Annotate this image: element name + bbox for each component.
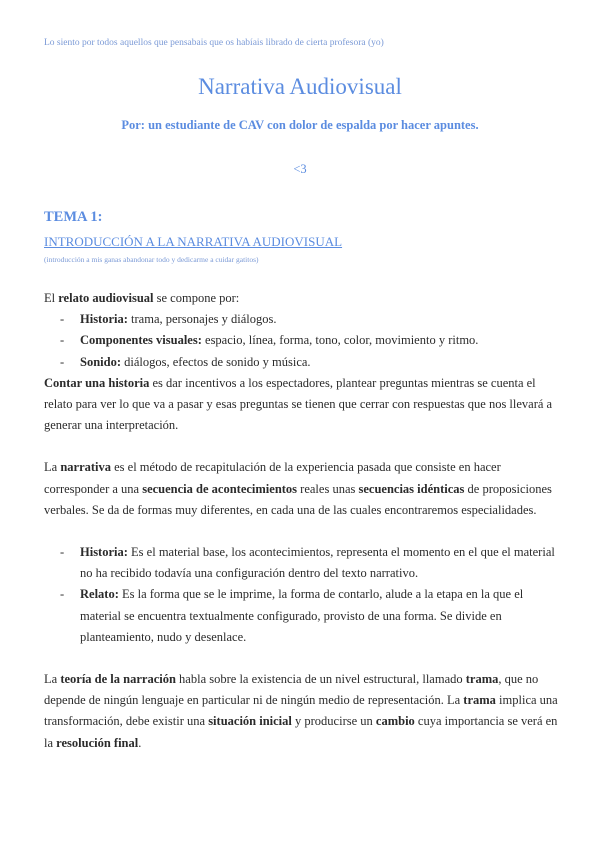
list-item <box>44 330 558 351</box>
top-note: Lo siento por todos aquellos que pensabais que os habíais librado de cierta profesora (yo) <box>44 38 384 48</box>
list-item-term: Historia: <box>80 312 128 327</box>
text-run: La <box>44 460 61 475</box>
heart-text: <3 <box>293 162 307 176</box>
text-run: cuya importancia se verá en la <box>44 714 558 750</box>
narrativa-paragraph <box>44 457 558 521</box>
bold-run: trama <box>463 693 496 708</box>
text-run: El <box>44 291 59 305</box>
list-item <box>44 352 558 373</box>
list-item-text: Es la forma que se le imprime, la forma de contarlo, alude a la etapa en la que el material se encuentra textualmente configurado, provisto de una forma. Se divide en planteamiento, nudo y desenlace. <box>80 587 524 644</box>
page-title: Narrativa Audiovisual <box>198 74 402 99</box>
list-item-term: Sonido: <box>80 354 121 369</box>
text-run: reales unas <box>297 481 359 496</box>
bold-run: narrativa <box>60 460 111 475</box>
bold-run: cambio <box>375 714 415 729</box>
text-run: se compone por: <box>153 291 240 305</box>
text-run: , que no depende de ningún lenguaje en particular ni de ningún medio de representación. La <box>44 672 539 708</box>
bold-run: teoría de la narración <box>60 672 176 687</box>
contar-paragraph <box>44 373 558 437</box>
bold-run: trama <box>465 672 499 687</box>
text-run: habla sobre la existencia de un nivel estructural, llamado <box>175 672 466 687</box>
text-run: . <box>138 735 142 750</box>
spacer <box>44 436 558 457</box>
list-item-text: espacio, línea, forma, tono, color, movimiento y ritmo. <box>201 333 479 348</box>
text-run: es dar incentivos a los espectadores, plantear preguntas mientras se cuenta el relato para ver lo que va a pasar y esas preguntas se tienen que cerrar con respuestas que nos llevará a generar una interpretación. <box>44 375 553 433</box>
bold-run: secuencias idénticas <box>358 481 465 496</box>
narrativa-list <box>44 542 558 648</box>
text-run: La <box>44 672 61 687</box>
list-item <box>44 309 558 330</box>
text-run: de proposiciones verbales. Se da de formas muy diferentes, en cada una de las cuales encontraremos especialidades. <box>44 481 552 517</box>
tema-heading: TEMA 1: <box>44 209 103 225</box>
list-item-text: Es el material base, los acontecimientos, representa el momento en el que el material no ha recibido todavía una configuración dentro del texto narrativo. <box>80 545 555 581</box>
page-subtitle: Por: un estudiante de CAV con dolor de espalda por hacer apuntes. <box>121 118 479 132</box>
spacer <box>44 521 558 542</box>
bold-run: secuencia de acontecimientos <box>142 481 298 496</box>
list-item <box>44 542 558 584</box>
text-run: y producirse un <box>291 714 376 729</box>
text-run: es el método de recapitulación de la experiencia pasada que consiste en hacer corresponder a una <box>44 460 501 496</box>
list-item-term: Historia: <box>80 545 128 560</box>
section-heading: INTRODUCCIÓN A LA NARRATIVA AUDIOVISUAL <box>44 234 343 249</box>
body-text <box>44 288 558 754</box>
bold-run: Contar una historia <box>44 375 150 390</box>
list-item-term: Relato: <box>80 587 119 602</box>
bold-run: relato audiovisual <box>58 291 154 305</box>
bold-run: resolución final <box>56 735 139 750</box>
relato-intro <box>44 288 558 309</box>
list-item-term: Componentes visuales: <box>80 333 202 348</box>
list-item <box>44 584 558 648</box>
teoria-paragraph <box>44 669 558 754</box>
bold-run: situación inicial <box>208 714 292 729</box>
text-run: implica una transformación, debe existir una <box>44 693 558 729</box>
list-item-text: diálogos, efectos de sonido y música. <box>121 354 311 369</box>
list-item-text: trama, personajes y diálogos. <box>127 312 277 327</box>
relato-list <box>44 309 558 373</box>
section-note: (introducción a mis ganas abandonar todo y dedicarme a cuidar gatitos) <box>44 255 259 264</box>
spacer <box>44 648 558 669</box>
